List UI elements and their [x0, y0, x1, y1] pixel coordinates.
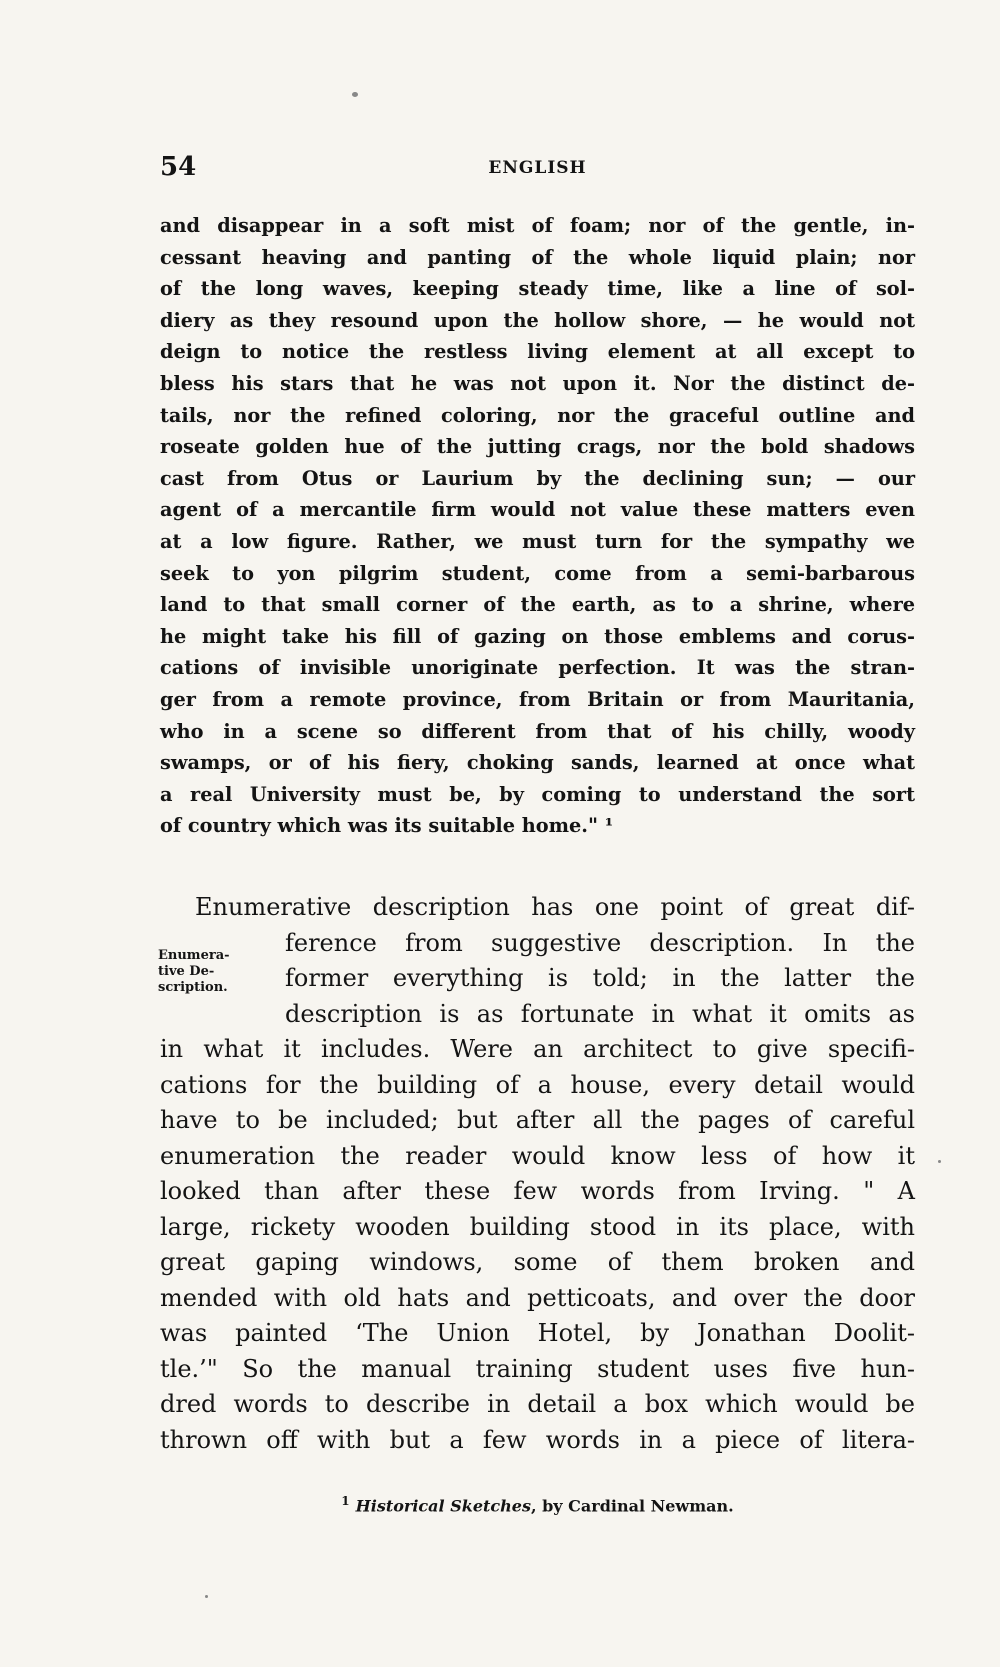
body-line: in what it includes. Were an architect to give specifi- [160, 1035, 915, 1063]
ink-speck [352, 92, 358, 97]
body-line: have to be included; but after all the pages of careful [160, 1106, 915, 1134]
body-line: mended with old hats and petticoats, and over the door [160, 1283, 915, 1312]
ink-speck [205, 1595, 208, 1598]
body-line: looked than after these few words from Irving. " A [160, 1177, 915, 1205]
quote-line: seek to yon pilgrim student, come from a semi-barbarous [160, 561, 915, 585]
body-line: former everything is told; in the latter the [285, 964, 915, 992]
page-header [160, 152, 915, 192]
body-line: description is as fortunate in what it omits as [285, 999, 915, 1028]
quote-line: diery as they resound upon the hollow shore, — he would not [160, 308, 915, 332]
quote-line: agent of a mercantile firm would not value these matters even [160, 498, 915, 522]
body-line: thrown off with but a few words in a piece of litera- [160, 1425, 915, 1454]
quote-line: roseate golden hue of the jutting crags, nor the bold shadows [160, 435, 915, 459]
ink-speck [938, 1160, 941, 1163]
sidenote-line: Enumera- [158, 948, 230, 963]
footnote-title: Historical Sketches [355, 1496, 531, 1516]
quote-line: of the long waves, keeping steady time, like a line of sol- [160, 277, 915, 301]
footnote-rest: , by Cardinal Newman. [530, 1496, 734, 1516]
quote-line: of country which was its suitable home." ¹ [160, 814, 614, 838]
page-number: 54 [160, 152, 197, 182]
quote-line: who in a scene so different from that of his chilly, woody [160, 719, 915, 743]
body-line: ference from suggestive description. In the [285, 928, 915, 957]
quote-line: at a low figure. Rather, we must turn for the sympathy we [160, 529, 915, 553]
sidenote-line: tive De- [158, 964, 215, 979]
quote-line: land to that small corner of the earth, as to a shrine, where [160, 593, 915, 617]
quote-line: cessant heaving and panting of the whole liquid plain; nor [160, 245, 915, 269]
body-line: was painted ‘The Union Hotel, by Jonathan Doolit- [160, 1319, 915, 1347]
quoted-passage [160, 210, 915, 842]
quote-line: bless his stars that he was not upon it. Nor the distinct de- [160, 371, 915, 395]
body-line: dred words to describe in detail a box which would be [160, 1390, 915, 1418]
quote-line: tails, nor the refined coloring, nor the graceful outline and [160, 403, 915, 427]
quote-line: and disappear in a soft mist of foam; nor of the gentle, in- [160, 214, 915, 237]
quote-line: ger from a remote province, from Britain or from Mauritania, [160, 687, 915, 711]
body-paragraph [160, 890, 915, 1458]
body-line: Enumerative description has one point of great dif- [195, 893, 915, 921]
quote-line: a real University must be, by coming to understand the sort [160, 782, 915, 806]
running-head: ENGLISH [488, 158, 587, 178]
body-line: enumeration the reader would know less of how it [160, 1141, 915, 1170]
body-line: tle.’" So the manual training student uses five hun- [160, 1354, 915, 1383]
quote-line: swamps, or of his fiery, choking sands, learned at once what [160, 751, 915, 775]
footnote-mark: 1 [341, 1494, 350, 1508]
body-line: large, rickety wooden building stood in its place, with [160, 1212, 915, 1241]
sidenote-line: scription. [158, 980, 228, 995]
body-line: cations for the building of a house, every detail would [160, 1070, 915, 1099]
quote-line: deign to notice the restless living element at all except to [160, 340, 915, 364]
quote-line: he might take his fill of gazing on those emblems and corus- [160, 624, 915, 648]
footnote [160, 1494, 915, 1515]
quote-line: cations of invisible unoriginate perfection. It was the stran- [160, 656, 915, 680]
body-line: great gaping windows, some of them broken and [160, 1248, 915, 1276]
quote-line: cast from Otus or Laurium by the declining sun; — our [160, 466, 915, 490]
